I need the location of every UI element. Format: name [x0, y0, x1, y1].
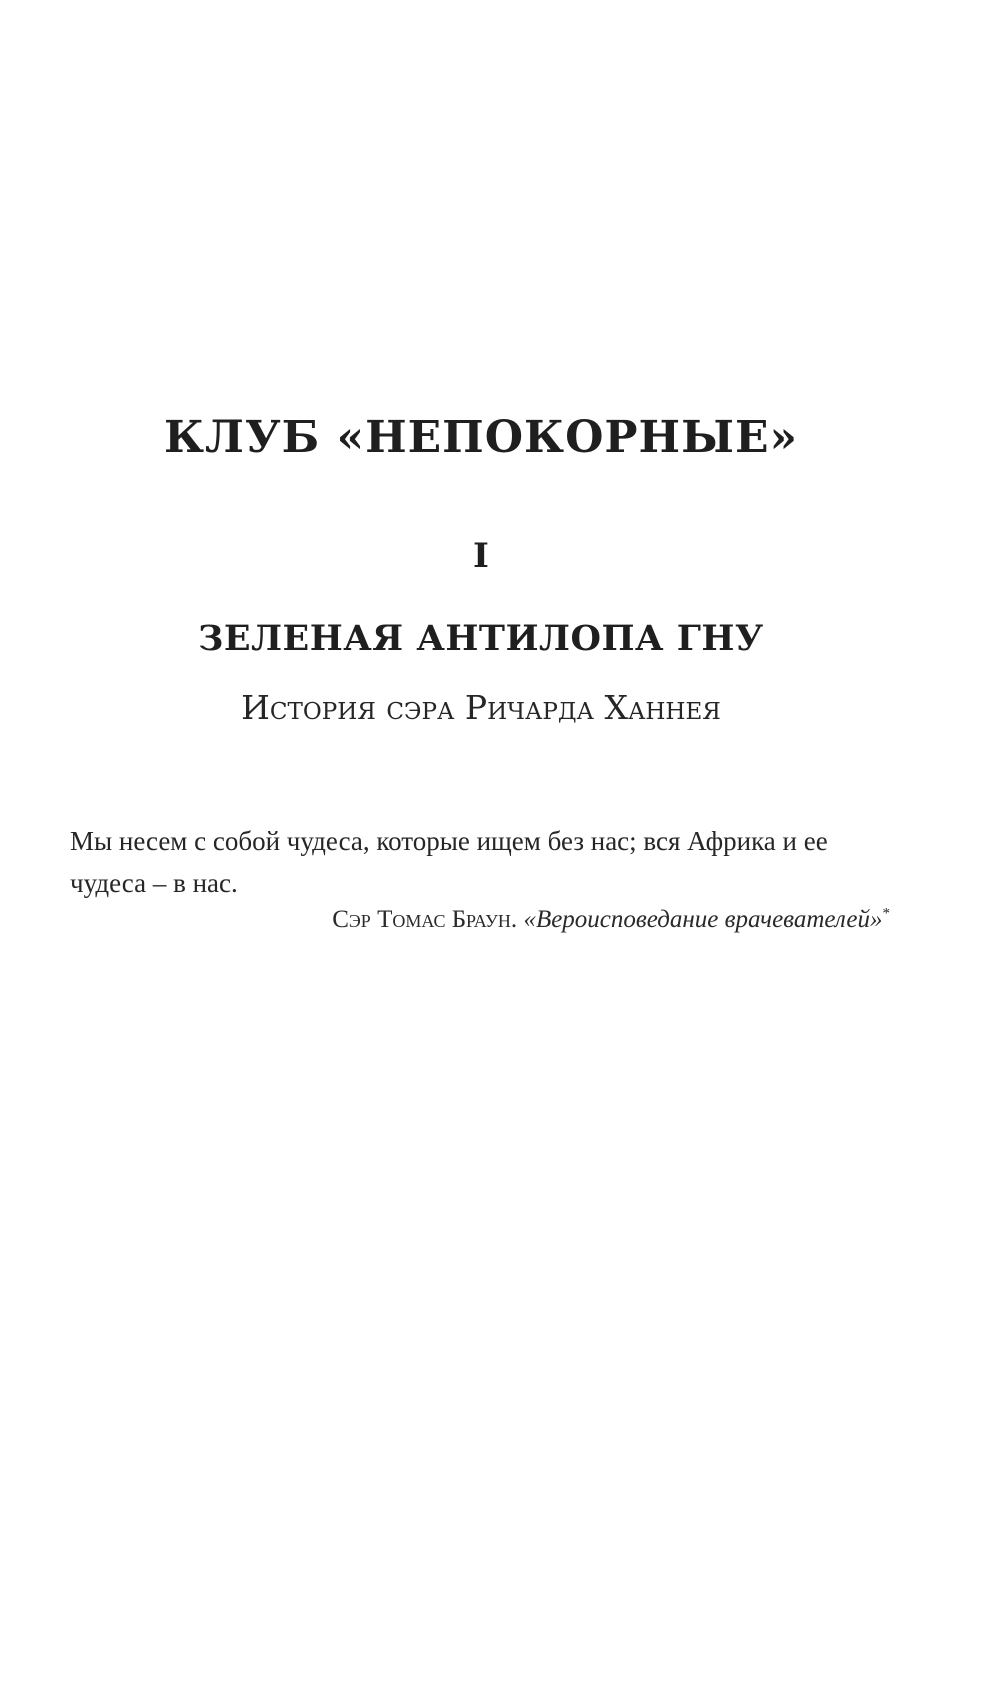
- chapter-subtitle: История сэра Ричарда Ханнея: [241, 688, 721, 727]
- epigraph-author: Сэр Томас Браун.: [332, 906, 518, 933]
- chapter-number: I: [473, 536, 489, 576]
- epigraph-work: «Вероисповедание врачевателей»: [523, 906, 883, 933]
- chapter-title: ЗЕЛЕНАЯ АНТИЛОПА ГНУ: [198, 618, 764, 659]
- epigraph-attribution: [332, 906, 890, 934]
- epigraph-text: Мы несем с собой чудеса, которые ищем без нас; вся Африка и ее чудеса – в нас.: [70, 826, 828, 898]
- footnote-mark[interactable]: *: [882, 905, 890, 922]
- part-title: КЛУБ «НЕПОКОРНЫЕ»: [164, 412, 798, 463]
